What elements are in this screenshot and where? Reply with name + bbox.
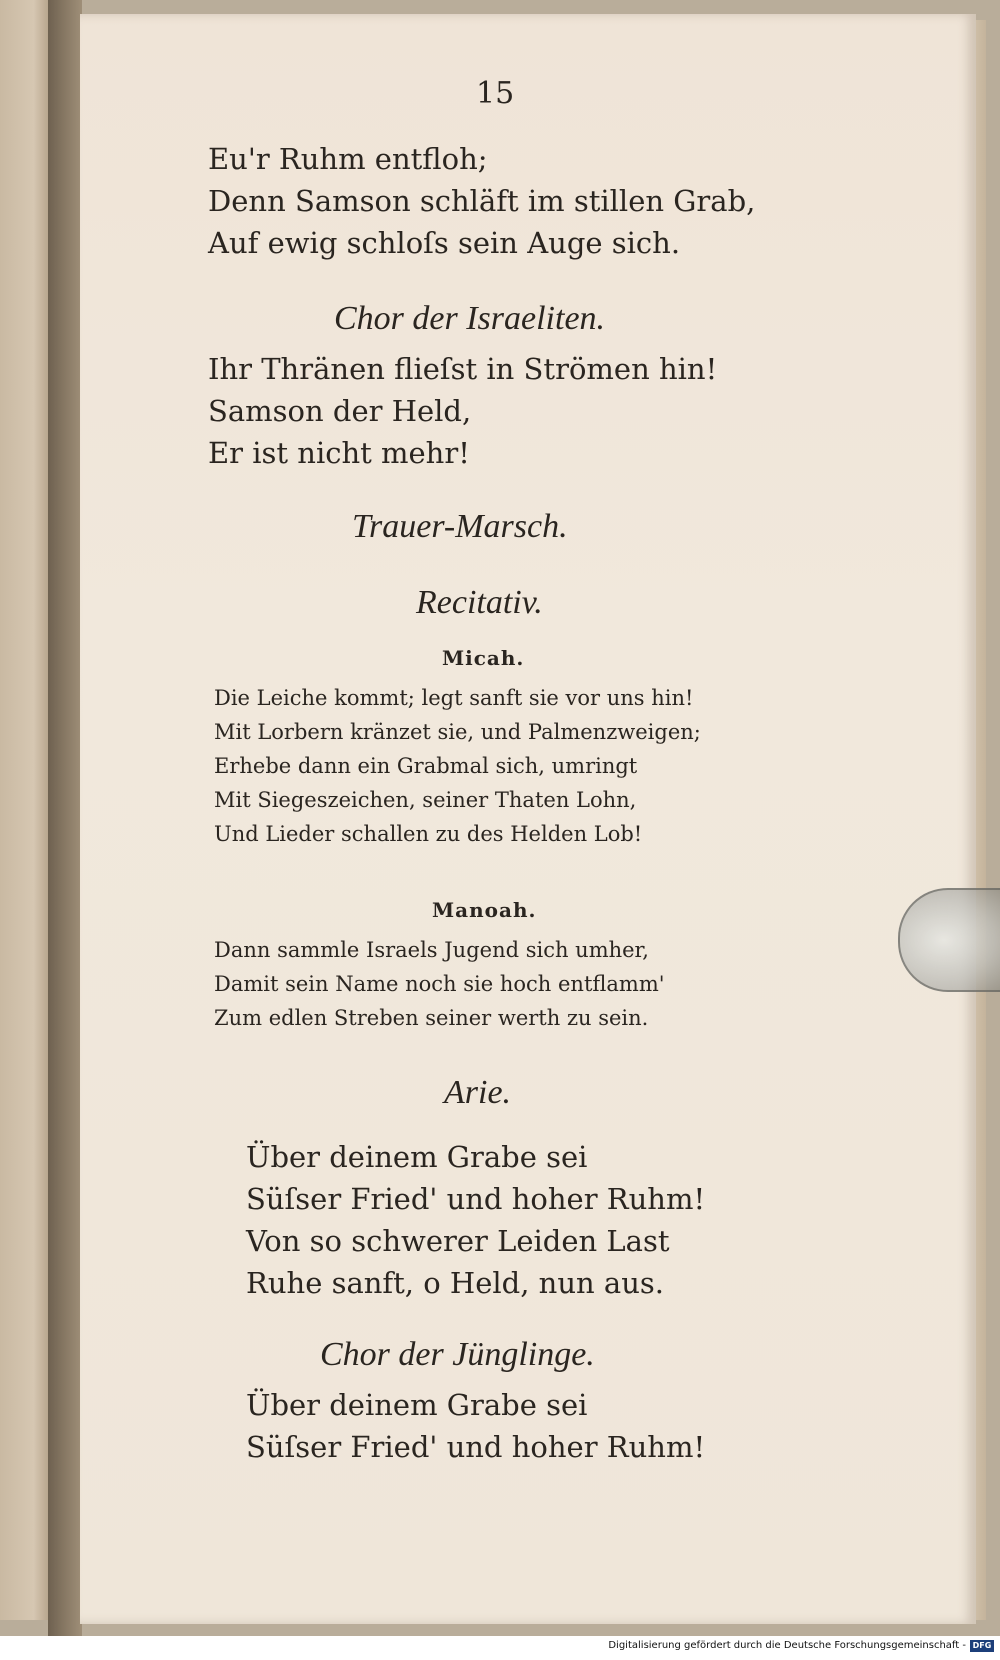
previous-page-edge (0, 0, 48, 1620)
heading-chorus-youths: Chor der Jünglinge. (320, 1336, 595, 1373)
verse-line: Samson der Held, (208, 394, 472, 428)
verse-line: Mit Siegeszeichen, seiner Thaten Lohn, (214, 788, 637, 812)
verse-line: Erhebe dann ein Grabmal sich, umringt (214, 754, 638, 778)
digitization-credit: Digitalisierung gefördert durch die Deutsche Forschungsgemeinschaft - (608, 1640, 966, 1651)
verse-line: Dann sammle Israels Jugend sich umher, (214, 938, 649, 962)
verse-line: Eu'r Ruhm entfloh; (208, 142, 488, 176)
verse-line: Damit sein Name noch sie hoch entflamm' (214, 972, 665, 996)
dfg-logo-icon: DFG (970, 1640, 994, 1652)
verse-line: Zum edlen Streben seiner werth zu sein. (214, 1006, 649, 1030)
verse-line: Und Lieder schallen zu des Helden Lob! (214, 822, 643, 846)
verse-line: Von so schwerer Leiden Last (246, 1224, 670, 1258)
verse-line: Die Leiche kommt; legt sanft sie vor uns hin! (214, 686, 694, 710)
verse-line: Ruhe sanft, o Held, nun aus. (246, 1266, 664, 1300)
scanner-thumb-shadow (898, 888, 1000, 992)
verse-line: Süſser Fried' und hoher Ruhm! (246, 1182, 706, 1216)
speaker-manoah: Manoah. (432, 898, 537, 922)
book-page (80, 14, 976, 1624)
heading-recitative: Recitativ. (416, 584, 543, 621)
speaker-micah: Micah. (442, 646, 525, 670)
verse-line: Über deinem Grabe sei (246, 1388, 588, 1422)
verse-line: Über deinem Grabe sei (246, 1140, 588, 1174)
verse-line: Auf ewig schloſs sein Auge sich. (208, 226, 681, 260)
verse-line: Ihr Thränen flieſst in Strömen hin! (208, 352, 718, 386)
verse-line: Mit Lorbern kränzet sie, und Palmenzweigen; (214, 720, 701, 744)
heading-aria: Arie. (444, 1074, 512, 1111)
heading-funeral-march: Trauer-Marsch. (352, 508, 568, 545)
heading-chorus-israelites: Chor der Israeliten. (334, 300, 606, 337)
verse-line: Denn Samson schläft im stillen Grab, (208, 184, 756, 218)
page-number: 15 (476, 76, 515, 111)
verse-line: Er ist nicht mehr! (208, 436, 470, 470)
verse-line: Süſser Fried' und hoher Ruhm! (246, 1430, 706, 1464)
book-gutter (48, 0, 82, 1640)
